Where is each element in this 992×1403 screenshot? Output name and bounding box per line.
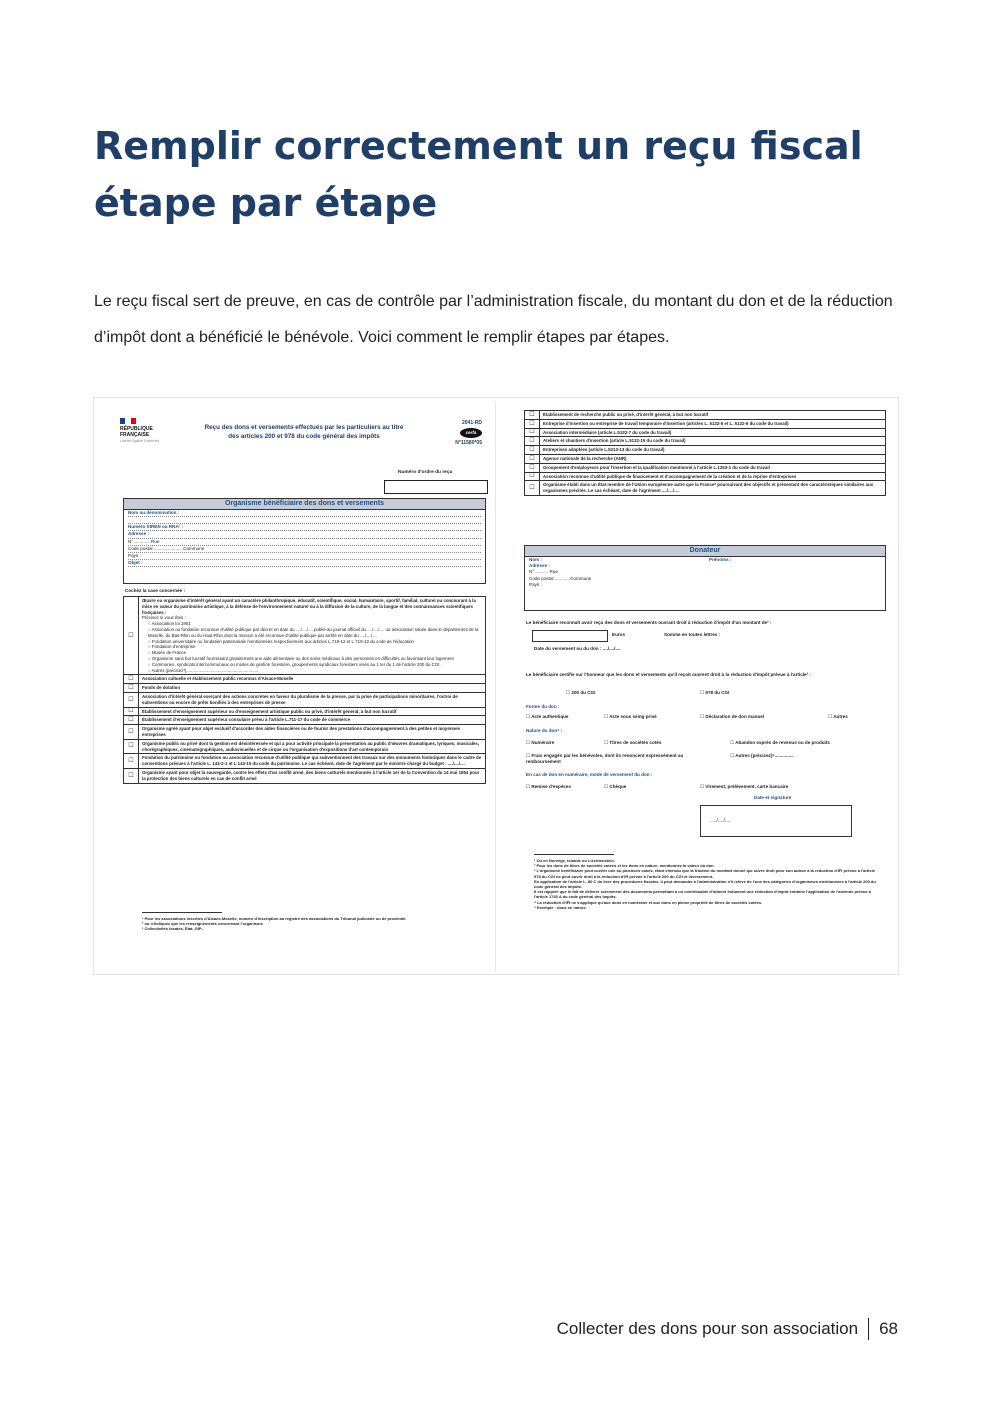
- cerfa-logo: cerfa: [460, 428, 482, 438]
- organisme-fields: [124, 510, 485, 567]
- flag-icon: [120, 418, 136, 424]
- forme-0: ☐ Acte authentique: [526, 714, 569, 719]
- row-text: Fondation du patrimoine ou fondation ou association reconnue d'utilité publique qui subventionnent des travaux sur des monuments historiques dans le cadre de conventions prévues à l'article L. 143-2-1 et L 143-15 du code du patrimoine. Le cas échéant, date de l'agrément par le ministre chargé du budget : ..../..../....: [142, 755, 482, 767]
- footnote: ⁵ Exemple : dons en nature.: [534, 904, 587, 910]
- first-box-line: ○ Communes, syndicats intercommunaux ou mixtes de gestion forestière, groupements syndicaux forestiers visés au 1 ter du 1 de l'article 200 du CGI.: [148, 661, 441, 667]
- table-row: [124, 740, 485, 755]
- first-box-line: ○ Fondation d'entreprise: [148, 644, 196, 650]
- checkbox: ☐: [124, 725, 139, 739]
- row-text: Association intermédiaire (article L.5132-7 du code du travail): [543, 429, 672, 435]
- nature-2: ☐ Abandon exprès de revenus ou de produits: [730, 740, 830, 745]
- check-label: Cochez la case concernée :: [125, 588, 186, 593]
- amount-box: [532, 630, 608, 642]
- right-footnotes: [534, 854, 882, 910]
- checkbox: ☐: [124, 769, 139, 783]
- checkbox: ☐: [525, 437, 540, 445]
- right-checkbox-table: [524, 410, 886, 496]
- first-box-row: [124, 597, 485, 675]
- cgi-200: ☐ 200 du CGI: [566, 690, 596, 695]
- table-row: [525, 446, 885, 455]
- forme-1: ☐ Acte sous seing privé: [604, 714, 657, 719]
- form-title: Reçu des dons et versements effectués par les particuliers au titre des articles 200 et 978 du code général des impôts: [204, 424, 404, 440]
- mode-label: En cas de don en numéraire, mode de versement du don :: [526, 772, 653, 777]
- organisme-field: Nom ou dénomination :: [128, 510, 481, 517]
- row-text: Agence nationale de la recherche (ANR): [543, 455, 627, 461]
- donor-pays-label: Pays :: [529, 581, 542, 587]
- page-title: Remplir correctement un reçu fiscal étape par étape: [94, 124, 863, 225]
- footnote: ² ou n'indiquez que les renseignements concernant l'organisme: [142, 921, 263, 927]
- first-box-text: [139, 597, 485, 674]
- donor-cp-label: Code postal ........... Commune: [529, 575, 592, 581]
- first-box-line: ○ Autres (précisez³)...........................................................: [148, 667, 259, 673]
- logo-text: RÉPUBLIQUE FRANÇAISE: [120, 426, 153, 438]
- forme-3: ☐ Autres: [828, 714, 848, 719]
- nature-1: ☐ Titres de sociétés cotés: [604, 740, 662, 745]
- recognition-text: Le bénéficiaire reconnaît avoir reçu des dons et versements ouvrant droit à réduction d'impôt d'un montant de² :: [526, 620, 772, 625]
- first-box-line: ○ Association ou fondation reconnue d'utilité publique par décret en date du ..../..../.... publié au journal officiel du ..../..../.... ou association située dans le département de la Moselle, du Bas-Rhin ou du Haut-Rhin dont la mission a été reconnue d'utilité publique par arrêté en date du ..../..../....: [148, 626, 479, 638]
- table-row: [124, 716, 485, 725]
- first-box-line: ○ Organisme sans but lucratif fournissant gratuitement une aide alimentaire ou des soins médicaux à des personnes en difficultés ou favorisant leur logement: [148, 655, 454, 661]
- row-text: Établissement d'enseignement supérieur ou d'enseignement artistique public ou privé, d'intérêt général, à but non lucratif: [142, 708, 397, 714]
- first-box-line: ○ Association loi 1901: [148, 621, 191, 627]
- checkbox: ☐: [525, 473, 540, 481]
- table-row: [124, 675, 485, 684]
- organisme-field: Numéro SIREN ou RNA¹ :: [128, 524, 481, 531]
- checkbox: ☐: [124, 693, 139, 707]
- table-row: [525, 481, 885, 495]
- row-text: Association d'intérêt général exerçant des actions concrètes en faveur du pluralisme de la presse, par la prise de participations minoritaires, l'octroi de subventions ou encore de prêts bonifiés à des entreprises de presse: [142, 693, 458, 705]
- table-row: [525, 420, 885, 429]
- table-row: [525, 464, 885, 473]
- checkbox: ☐: [124, 684, 139, 692]
- footnote: ³ L'organisme bénéficiaire peut cocher une ou plusieurs cases, étant entendu que la fraction du montant donné qui ouvre droit pour son auteur à la réduction d'IFI prévue à l'article 978 du CGI ne peut ouvrir droit à la réduction d'IR prévue à l'article 200 du CGI et inversement.: [534, 868, 875, 879]
- footnote: Il est rappelé que le fait de délivrer sciemment des documents permettant à un contribuable d'obtenir indûment une réduction d'impôt entraîne l'application de l'amende prévue à l'article 1740 A du code général des impôts.: [534, 889, 871, 900]
- checkbox: ☐: [525, 455, 540, 463]
- certifie-text: Le bénéficiaire certifie sur l'honneur que les dons et versements qu'il reçoit ouvrent droit à la réduction d'impôt prévue à l'article³ :: [526, 672, 811, 677]
- footnote: ¹ Pour les associations inscrites d'Alsace-Moselle, numéro d'inscription au registre des associations du Tribunal judiciaire ou de proximité.: [142, 916, 407, 921]
- row-text: Organisme agréé ayant pour objet exclusif d'accorder des aides financières ou de fournir des prestations d'accompagnement à des petites et moyennes entreprises: [142, 726, 461, 737]
- row-text: Fonds de dotation: [142, 685, 181, 691]
- form-code: 2041-RD: [461, 420, 482, 426]
- donateur-header: Donateur: [525, 546, 885, 557]
- donor-rue-label: N° .......... Rue: [529, 569, 558, 575]
- republique-logo: [120, 418, 180, 443]
- row-text: Organisme public ou privé dont la gestion est désintéressée et qui a pour activité principale la présentation au public d'œuvres dramatiques, lyriques, musicales, chorégraphiques, cinématographiques, audiovisuelles et de cirque ou l'organisation d'expositions d'art contemporain: [142, 740, 480, 752]
- table-row: [525, 437, 885, 446]
- nature-label: Nature du don⁴ :: [526, 728, 563, 733]
- footnote: ⁴ La réduction d'IFI ne s'applique qu'aux dons en numéraire et aux dons en pleine propriété de titres de sociétés cotées.: [534, 899, 763, 905]
- signature-date: ..../..../....: [711, 818, 731, 824]
- page-number: 68: [879, 1319, 898, 1338]
- left-checkbox-table: [123, 596, 486, 784]
- organisme-field: Pays :: [128, 553, 481, 560]
- donor-prenoms-label: Prénoms :: [709, 557, 732, 562]
- footnote: ³ Collectivités locales, État, GIP...: [142, 926, 205, 932]
- organisme-field: Adresse :: [128, 531, 481, 538]
- checkbox: ☐: [124, 716, 139, 724]
- page-divider: [495, 402, 496, 972]
- checkbox: ☐: [124, 740, 139, 754]
- mode-0: ☐ Remise d'espèces: [526, 784, 572, 789]
- somme-label: Somme en toutes lettres :: [664, 632, 721, 637]
- checkbox: ☐: [124, 754, 139, 768]
- nature-0: ☐ Numéraire: [526, 740, 555, 745]
- table-row: [525, 473, 885, 482]
- footer-separator: [868, 1318, 869, 1340]
- checkbox: ☐: [124, 597, 139, 674]
- signature-box: [700, 805, 852, 837]
- cgi-978: ☐ 978 du CGI: [700, 690, 730, 695]
- mode-2: ☐ Virement, prélèvement, carte bancaire: [700, 784, 789, 789]
- organisme-header: Organisme bénéficiaire des dons et versements: [124, 499, 485, 510]
- table-row: [124, 769, 485, 783]
- table-row: [525, 455, 885, 464]
- forme-label: Forme du don :: [526, 704, 560, 709]
- donateur-section: [524, 545, 886, 611]
- logo-motto: Liberté Égalité Fraternité: [120, 439, 160, 443]
- first-box-line: ○ Musée de France: [148, 650, 187, 656]
- first-box-line: ○ Fondation universitaire ou fondation partenariale mentionnées respectivement aux articles L.719-12 et L.719-13 du code de l'éducation: [148, 638, 414, 644]
- checkbox: ☐: [525, 420, 540, 428]
- page-footer: [557, 1318, 898, 1340]
- row-text: Établissement de recherche public ou privé, d'intérêt général, à but non lucratif: [543, 412, 709, 417]
- form-page-right: [524, 410, 886, 966]
- table-row: [124, 754, 485, 769]
- organisme-field: N° ............ Rue: [128, 539, 481, 546]
- table-row: [124, 725, 485, 740]
- footer-section: Collecter des dons pour son association: [556, 1319, 859, 1338]
- organisme-field: [128, 517, 481, 524]
- row-text: Organisme ayant pour objet la sauvegarde, contre les effets d'un conflit armé, des biens culturels mentionnés à l'article 1er de la Convention du 14 mai 1954 pour la protection des biens culturels en cas de conflit armé: [142, 769, 480, 781]
- row-text: Organisme établi dans un État membre de l'Union européenne autre que la France* poursuivant des objectifs et présentant des caractéristiques similaires aux organismes précités. Le cas échéant, date de l'agrément ..../..../....: [543, 482, 874, 494]
- checkbox: ☐: [525, 411, 540, 419]
- donor-adresse-label: Adresse :: [529, 563, 550, 569]
- intro-paragraph: Le reçu fiscal sert de preuve, en cas de contrôle par l’administration fiscale, du montant du don et de la réduction d’impôt dont a bénéficié le bénévole. Voici comment le remplir étapes par étapes.: [94, 293, 893, 346]
- checkbox: ☐: [525, 446, 540, 454]
- cerfa-form-image: [93, 397, 899, 975]
- cerfa-number: N°11580*05: [455, 440, 482, 446]
- donor-nom-label: Nom :: [529, 557, 543, 562]
- checkbox: ☐: [525, 429, 540, 437]
- organisme-field: Code postal ...................... Commune: [128, 546, 481, 553]
- form-page-left: [108, 406, 490, 962]
- row-text: Association cultuelle et établissement public reconnus d'Alsace-Moselle: [142, 676, 294, 682]
- row-text: Établissement d'enseignement supérieur consulaire prévu à l'article L.711-17 du code de commerce: [142, 717, 351, 723]
- euros-label: Euros: [612, 632, 626, 637]
- table-row: [124, 693, 485, 708]
- cerfa-block: [455, 420, 482, 446]
- forme-2: ☐ Déclaration de don manuel: [700, 714, 765, 719]
- checkbox: ☐: [124, 708, 139, 716]
- checkbox: ☐: [525, 464, 540, 472]
- checkbox: ☐: [124, 675, 139, 683]
- table-row: [124, 684, 485, 693]
- autres-option: ☐ Autres (précisez)⁵...............: [730, 753, 794, 758]
- row-text: Groupement d'employeurs pour l'insertion et la qualification mentionné à l'article L.1253-1 du code du travail: [543, 464, 770, 470]
- footnote: En application de l'article L. 80 C du livre des procédures fiscales, il peut demander à l'administration s'il relève de l'une des catégories d'organismes mentionnées à l'article 200 du code général des impôts.: [534, 878, 876, 890]
- first-box-line: Précisez si vous êtes :: [142, 615, 186, 621]
- frais-option: ☐ Frais engagés par les bénévoles, dont ils renoncent expressément au remboursement: [526, 753, 684, 765]
- row-text: Association reconnue d'utilité publique de financement et d'accompagnement de la création et de la reprise d'entreprises: [543, 473, 797, 479]
- organisme-section: [123, 498, 486, 584]
- table-row: [124, 708, 485, 717]
- checkbox: ☐: [525, 481, 540, 495]
- footnote: ¹ Ou en Norvège, Islande ou Liechtenstein.: [534, 858, 615, 863]
- table-row: [525, 411, 885, 420]
- date-versement: Date du versement ou du don : ..../..../....: [534, 646, 621, 651]
- mode-1: ☐ Chèque: [604, 784, 627, 789]
- row-text: Entreprise d'insertion ou entreprise de travail temporaire d'insertion (articles L. 5132-5 et L. 5132-6 du code du travail): [543, 420, 789, 426]
- first-box-line: Œuvre ou organisme d'intérêt général ayant un caractère philanthropique, éducatif, scientifique, social, humanitaire, sportif, familial, culturel ou concourant à la mise en valeur du patrimoine artistique, à la défense de l'environnement naturel ou à la diffusion de la culture, de la langue et des connaissances scientifiques françaises :: [142, 598, 476, 615]
- date-signature-label: Date et signature: [754, 795, 792, 800]
- order-number-label: Numéro d'ordre du reçu: [398, 470, 453, 475]
- row-text: Entreprises adaptées (article L.5213-13 du code du travail): [543, 447, 665, 453]
- footnote: ² Pour les dons de titres de sociétés cotées et les dons en nature, mentionnez la valeur du don.: [534, 863, 715, 869]
- row-text: Ateliers et chantiers d'insertion (article L.5132-15 du code du travail): [543, 438, 686, 444]
- organisme-field: Objet :: [128, 560, 481, 567]
- order-number-box: [384, 480, 488, 494]
- table-row: [525, 429, 885, 438]
- left-footnotes: [142, 912, 482, 932]
